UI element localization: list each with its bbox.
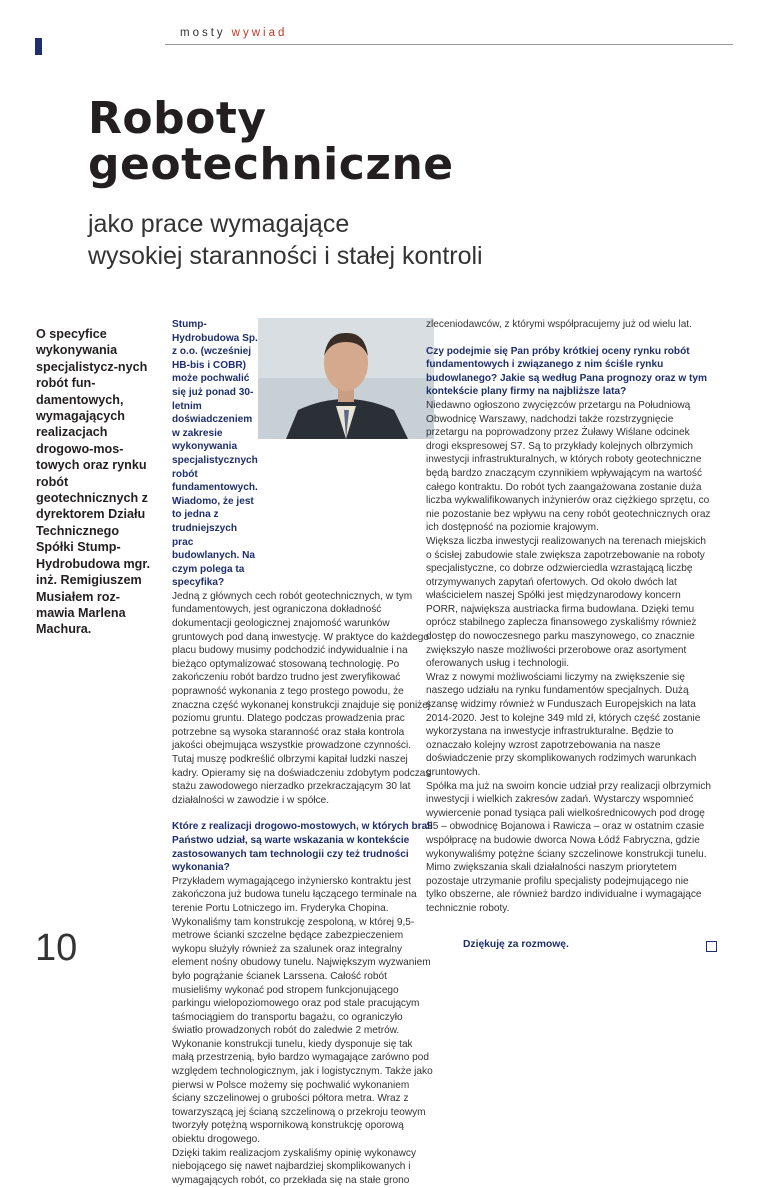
interview-answer: Jedną z głównych cech robót geotechnicznych, w tym fundamentowych, jest ograniczona dokładność dokumentacji geologicznej znajomość warunków gruntowych pod daną inwestycję. W praktyce do każdego placu budowy musimy podchodzić indywidualnie i na bieżąco optymalizować stosowaną technologię. Po zakończeniu robót bardzo trudno jest zweryfikować poprawność wykonania z tego prostego powodu, że znaczna część wykonanej konstrukcji znajduje się poniżej poziomu gruntu. Dlatego podczas prowadzenia prac potrzebne są wysoka staranność oraz stała kontrola jakości obejmująca wszystkie prowadzone czynności.	[172, 590, 431, 752]
header-rule	[165, 44, 733, 45]
lead-paragraph: O specyfice wykonywania specjalistycz-nych robót fun-damentowych, wymagających realizacjach drogowo-mos-towych oraz rynku robót geotechnicznych z dyrektorem Działu Technicznego Spółki Stump-Hydrobudowa mgr. inż. Remigiuszem Musiałem roz-mawia Marlena Machura.	[36, 327, 151, 637]
subtitle-line: wysokiej staranności i stałej kontroli	[88, 241, 483, 270]
interview-answer: Przykładem wymagającego inżyniersko kontraktu jest zakończona już budowa tunelu łączącego terminale na terenie Portu Lotniczego im. Fryderyka Chopina. Wykonaliśmy tam konstrukcję zespoloną, w której 9,5-metrowe ścianki szczelne będące zabezpieczeniem wykopu służyły również za szalunek oraz integralny element nośny obudowy tunelu. Największym wyzwaniem było pogrążanie ścianek Larssena. Całość robót musieliśmy wykonać pod stropem funkcjonującego parkingu wielopoziomowego oraz pod stale pracującym taśmociągiem do transportu bagażu, co ograniczyło światło prowadzonych robót do zaledwie 2 metrów. Wykonanie konstrukcji tunelu, kiedy dysponuje się tak małą przestrzenią, było bardzo wymagające zarówno pod względem technologicznym, jak i logistycznym. Także jako pierwsi w Polsce możemy się pochwalić wykonaniem ściany szczelinowej o grubości półtora metra. Wraz z towarzyszącą jej ścianą szczelinową o przekroju teowym tworzyły potężną wspornikową konstrukcję oporową obiektu drogowego.	[172, 875, 433, 1146]
page-number: 10	[35, 927, 78, 969]
interview-answer: Większa liczba inwestycji realizowanych na terenach miejskich o ścisłej zabudowie stale zwiększa zapotrzebowanie na roboty specjalistyczne, co dobrze odzwierciedla wzrastającą liczbę otrzymywanych zapytań ofertowych. Od około dwóch lat właścicielem naszej Spółki jest międzynarodowy koncern PORR, największa austriacka firma budowlana. Dzięki temu oprócz stabilnego zaplecza finansowego zyskaliśmy również dostęp do nowoczesnego parku maszynowego, co znacznie zwiększyło nasze możliwości przerobowe oraz asortyment oferowanych usług i technologii.	[426, 535, 706, 670]
title-line: geotechniczne	[88, 138, 454, 190]
section-label	[180, 27, 287, 39]
interview-answer: zleceniodawców, z którymi współpracujemy już od wielu lat.	[426, 319, 692, 330]
subtitle-line: jako prace wymagające	[88, 210, 350, 238]
article-title	[88, 93, 454, 190]
subsection-name: wywiad	[231, 27, 288, 39]
section-name: mosty	[180, 27, 226, 39]
section-marker-bar	[35, 38, 42, 55]
title-line: Roboty	[88, 93, 267, 144]
closing-line: Dziękuję za rozmowę.	[463, 939, 569, 950]
interview-question: Stump-Hydrobudowa Sp. z o.o. (wcześniej HB-bis i COBR) może pochwalić się już ponad 30-letnim doświadczeniem w zakresie wykonywania specjalistycznych robót fundamentowych. Wiadomo, że jest to jedna z trudniejszych prac budowlanych. Na czym polega ta specyfika?	[172, 319, 258, 589]
interview-answer: Wraz z nowymi możliwościami liczymy na zwiększenie się naszego udziału na rynku fundamentów specjalnych. Dużą szansę widzimy również w Funduszach Europejskich na lata 2014-2020. Jest to kolejne 349 mld zł, których część zostanie wykorzystana na inwestycje infrastrukturalne. Będzie to oznaczało kolejny wzrost zapotrzebowania na nasze doświadczenie przy skomplikowanych rodzimych warunkach gruntowych.	[426, 671, 701, 778]
interview-question: Które z realizacji drogowo-mostowych, w których brali Państwo udział, są warte wskazania w kontekście zastosowanych tam technologii czy też trudności wykonania?	[172, 821, 433, 874]
interview-question: Czy podejmie się Pan próby krótkiej oceny rynku robót fundamentowych i związanego z nim ściśle rynku budowlanego? Jakie są według Pana prognozy oraz w tym kontekście plany firmy na najbliższe lata?	[426, 345, 707, 398]
interview-answer: Dzięki takim realizacjom zyskaliśmy opinię wykonawcy niebojącego się nawet najbardziej skomplikowanych i wymagających robót, co przekłada się na stałe grono	[172, 1147, 416, 1186]
article-column-left	[172, 318, 434, 1187]
end-of-article-icon	[706, 941, 717, 952]
interview-answer: Tutaj muszę podkreślić olbrzymi kapitał ludzki naszej kadry. Opieramy się na doświadczeniu zdobytym podczas stażu zawodowego nierzadko przekraczającym 30 lat działalności w zawodzie i w spółce.	[172, 754, 431, 806]
article-column-right	[426, 318, 712, 916]
article-subtitle	[88, 209, 483, 272]
interview-answer: Spółka ma już na swoim koncie udział przy realizacji olbrzymich inwestycji i wielkich zakresów zadań. Wystarczy wspomnieć wywiercenie ponad tysiąca pali wielkośrednicowych pod drogę S5 – obwodnicę Bojanowa i Rawicza – oraz w ostatnim czasie współpracę na budowie dworca Nowa Łódź Fabryczna, gdzie wykonywaliśmy potężne ściany szczelinowe konstrukcji tunelu. Mimo zwiększania skali działalności naszym priorytetem pozostaje utrzymanie profilu specjalisty podejmującego nie tylko obszerne, ale również bardzo individualne i wymagające technicznie roboty.	[426, 780, 711, 914]
interview-answer: Niedawno ogłoszono zwycięzców przetargu na Południową Obwodnicę Warszawy, nadchodzi także rozstrzygnięcie przetargu na poprowadzony przez Żuławy Wiślane odcinek drogi ekspresowej S7. Są to przykłady kolejnych olbrzymich inwestycji infrastrukturalnych, w których roboty geotechniczne będą bardzo znaczącym czynnikiem wpływającym na wartość całego kontraktu. Do robót tych zaangażowana zostanie duża liczba wykwalifikowanych inżynierów oraz ciężkiego sprzętu, co nie pozostanie bez wpływu na ceny robót geotechnicznych oraz ich dostępność na poziomie krajowym.	[426, 399, 711, 534]
